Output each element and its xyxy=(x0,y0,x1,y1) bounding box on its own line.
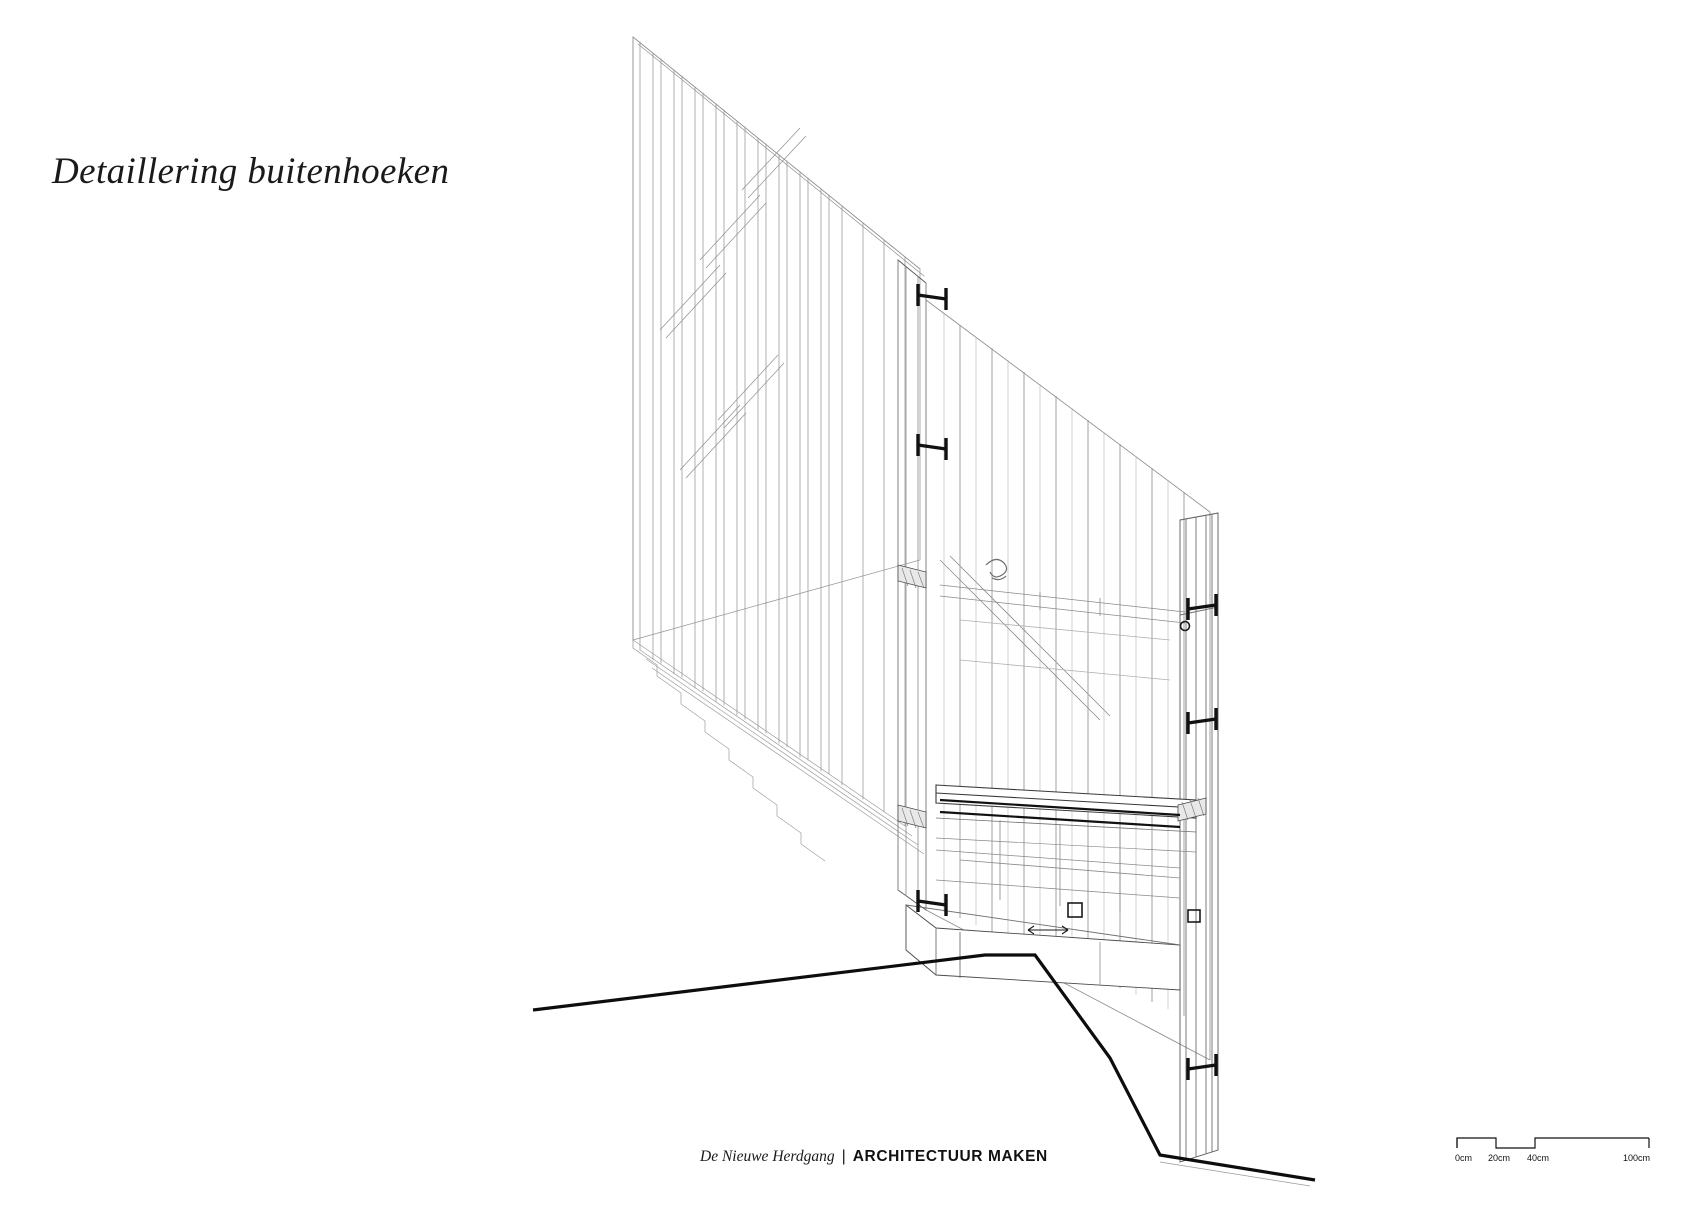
scale-bar xyxy=(1455,1128,1651,1172)
scale-tick-0: 0cm xyxy=(1455,1153,1473,1163)
office-name: ARCHITECTUUR MAKEN xyxy=(852,1148,1048,1165)
dimension-arrow xyxy=(1028,926,1068,934)
project-name: De Nieuwe Herdgang xyxy=(700,1148,835,1165)
scale-tick-100: 100cm xyxy=(1623,1153,1651,1163)
scale-tick-20: 20cm xyxy=(1488,1153,1511,1163)
sheet-footer xyxy=(700,1148,1048,1166)
scale-bar-labels xyxy=(1455,1153,1651,1167)
floor-slab-group xyxy=(936,785,1196,912)
window-frame-group xyxy=(940,556,1185,720)
scale-tick-40: 40cm xyxy=(1527,1153,1550,1163)
hook-detail-icon xyxy=(986,559,1007,579)
foundation-group xyxy=(906,905,1180,990)
h-profile-icon xyxy=(918,284,946,310)
page-title: Detaillering buitenhoeken xyxy=(52,151,450,192)
h-profile-icon xyxy=(918,434,946,460)
h-profile-icon xyxy=(918,890,946,916)
roof-underside-steps xyxy=(633,640,924,861)
footer-separator: | xyxy=(841,1148,846,1165)
roof-cladding-group xyxy=(633,37,924,826)
scale-bar-graphic xyxy=(1455,1128,1651,1152)
